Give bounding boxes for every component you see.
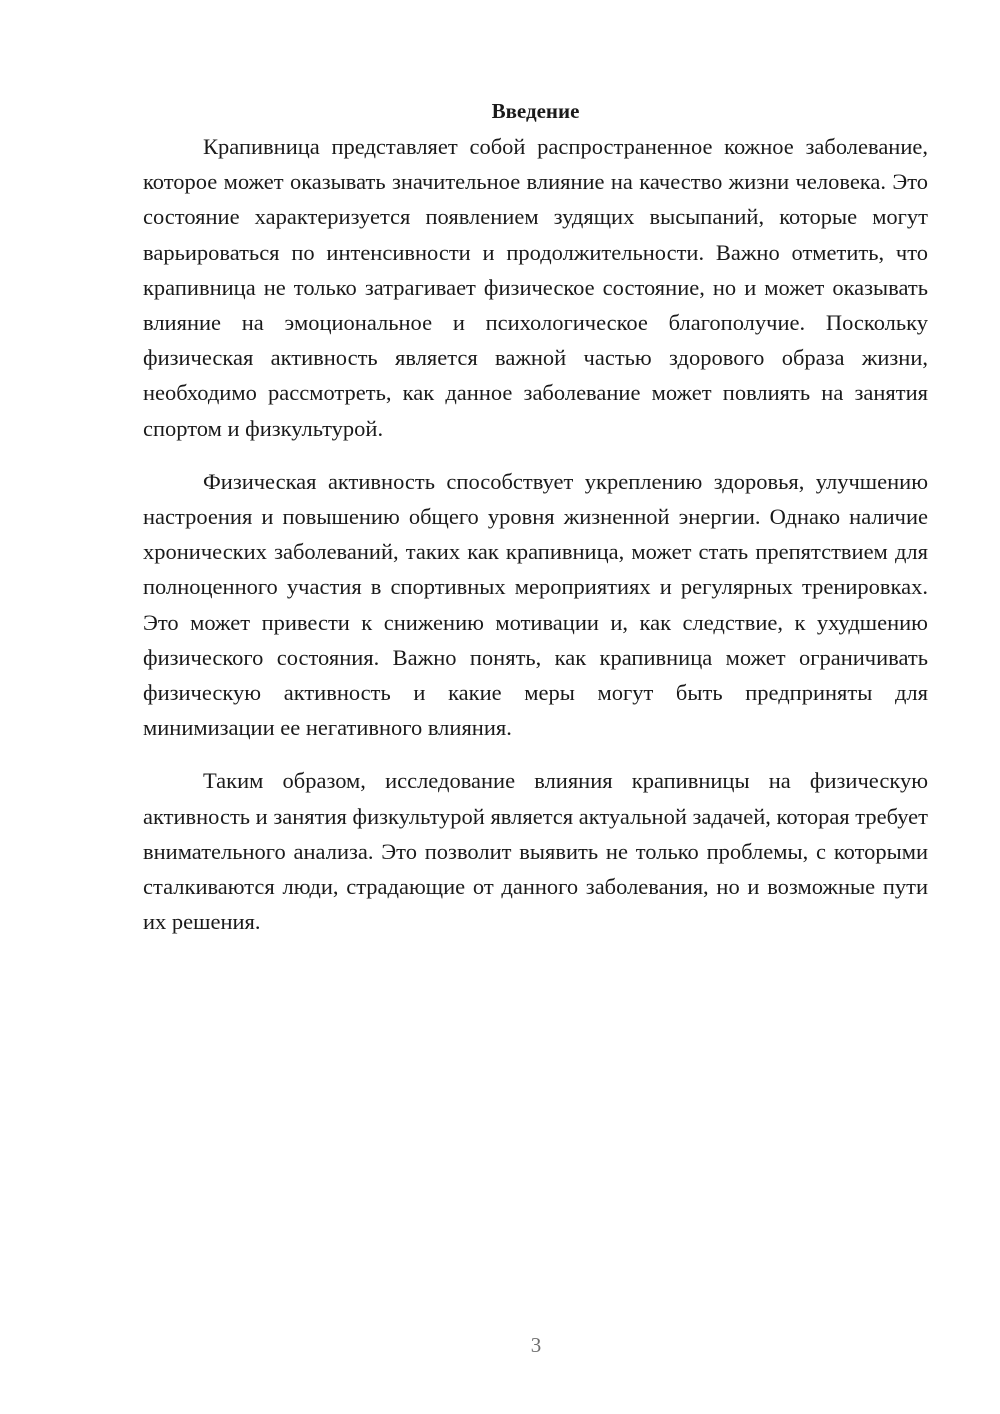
paragraph-2: Физическая активность способствует укреплению здоровья, улучшению настроения и повышению общего уровня жизненной энергии. Однако наличие хронических заболеваний, таких как крапивница, может стать препятствием для полноценного участия в спортивных мероприятиях и регулярных тренировках. Это может привести к снижению мотивации и, как следствие, к ухудшению физического состояния. Важно понять, как крапивница может ограничивать физическую активность и какие меры могут быть предприняты для минимизации ее негативного влияния. xyxy=(143,468,928,741)
page-body xyxy=(143,96,928,939)
paragraph-1: Крапивница представляет собой распространенное кожное заболевание, которое может оказывать значительное влияние на качество жизни человека. Это состояние характеризуется появлением зудящих высыпаний, которые могут варьироваться по интенсивности и продолжительности. Важно отметить, что крапивница не только затрагивает физическое состояние, но и может оказывать влияние на эмоциональное и психологическое благополучие. Поскольку физическая активность является важной частью здорового образа жизни, необходимо рассмотреть, как данное заболевание может повлиять на занятия спортом и физкультурой. xyxy=(143,134,928,441)
section-heading: Введение xyxy=(491,99,580,123)
paragraph-3: Таким образом, исследование влияния крапивницы на физическую активность и занятия физкультурой является актуальной задачей, которая требует внимательного анализа. Это позволит выявить не только проблемы, с которыми сталкиваются люди, страдающие от данного заболевания, но и возможные пути их решения. xyxy=(143,768,928,935)
page-number: 3 xyxy=(530,1333,542,1357)
